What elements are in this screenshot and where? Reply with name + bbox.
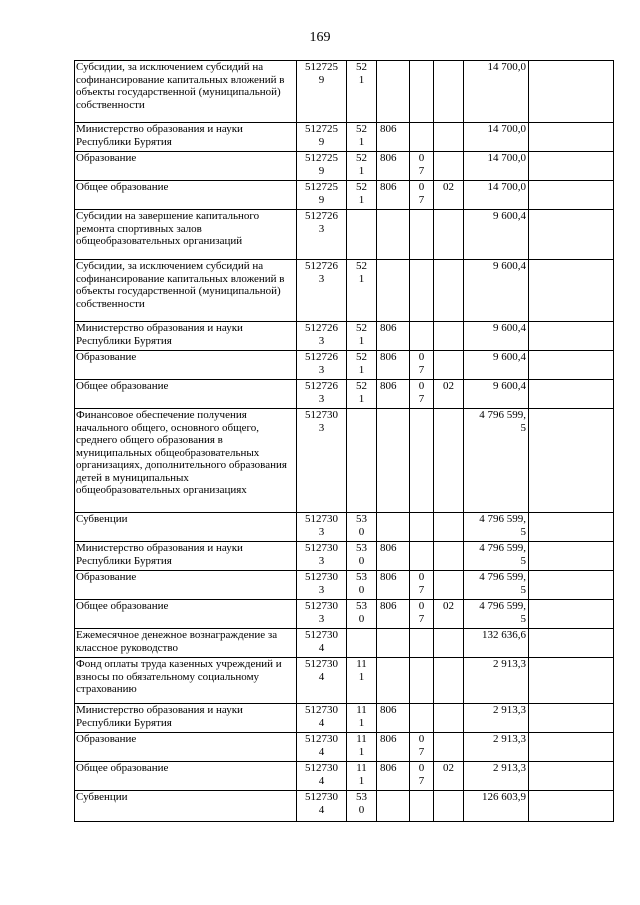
cell-subsection-code [434,152,464,181]
cell-expense-type-code: 11 1 [347,704,377,733]
cell-empty [529,542,614,571]
table-row [75,351,614,380]
cell-item-name: Общее образование [75,380,297,409]
cell-ministry-code [377,260,410,322]
cell-subsection-code [434,322,464,351]
cell-expense-type-code [347,210,377,260]
cell-target-article-code: 512730 4 [297,704,347,733]
cell-expense-type-code: 52 1 [347,351,377,380]
cell-ministry-code [377,409,410,513]
cell-ministry-code [377,791,410,822]
cell-amount: 4 796 599, 5 [464,542,529,571]
cell-empty [529,260,614,322]
cell-amount: 14 700,0 [464,152,529,181]
cell-ministry-code: 806 [377,542,410,571]
cell-target-article-code: 512725 9 [297,152,347,181]
cell-item-name: Общее образование [75,762,297,791]
cell-item-name: Министерство образования и науки Республики Бурятия [75,322,297,351]
cell-expense-type-code: 52 1 [347,152,377,181]
cell-target-article-code: 512726 3 [297,380,347,409]
table-row [75,322,614,351]
cell-ministry-code: 806 [377,762,410,791]
cell-ministry-code: 806 [377,380,410,409]
cell-expense-type-code: 11 1 [347,658,377,704]
table-row [75,542,614,571]
cell-section-code: 0 7 [410,600,434,629]
cell-ministry-code [377,210,410,260]
cell-subsection-code: 02 [434,762,464,791]
cell-empty [529,600,614,629]
cell-amount: 2 913,3 [464,733,529,762]
cell-subsection-code [434,61,464,123]
cell-amount: 9 600,4 [464,322,529,351]
cell-amount: 14 700,0 [464,123,529,152]
table-row [75,762,614,791]
cell-expense-type-code: 53 0 [347,600,377,629]
cell-ministry-code [377,61,410,123]
cell-expense-type-code: 52 1 [347,260,377,322]
cell-ministry-code: 806 [377,733,410,762]
cell-subsection-code: 02 [434,181,464,210]
cell-amount: 4 796 599, 5 [464,600,529,629]
table-row [75,571,614,600]
cell-empty [529,123,614,152]
cell-amount: 14 700,0 [464,61,529,123]
cell-section-code [410,791,434,822]
cell-ministry-code [377,658,410,704]
cell-amount: 2 913,3 [464,658,529,704]
cell-target-article-code: 512730 4 [297,762,347,791]
cell-target-article-code: 512725 9 [297,181,347,210]
cell-item-name: Образование [75,733,297,762]
table-row [75,181,614,210]
cell-ministry-code [377,629,410,658]
cell-target-article-code: 512730 4 [297,733,347,762]
cell-item-name: Министерство образования и науки Республики Бурятия [75,123,297,152]
table-row [75,260,614,322]
cell-subsection-code [434,210,464,260]
cell-target-article-code: 512726 3 [297,322,347,351]
cell-amount: 9 600,4 [464,351,529,380]
cell-section-code [410,409,434,513]
cell-ministry-code: 806 [377,152,410,181]
cell-amount: 4 796 599, 5 [464,571,529,600]
cell-empty [529,704,614,733]
cell-item-name: Общее образование [75,600,297,629]
cell-item-name: Финансовое обеспечение получения начального общего, основного общего, среднего общего образования в муниципальных общеобразовательных организациях, дополнительного образования детей в муниципальных общеобразовательных организациях [75,409,297,513]
cell-ministry-code: 806 [377,181,410,210]
cell-empty [529,658,614,704]
cell-expense-type-code: 11 1 [347,762,377,791]
cell-ministry-code: 806 [377,322,410,351]
cell-target-article-code: 512726 3 [297,351,347,380]
cell-empty [529,762,614,791]
table-row [75,791,614,822]
cell-subsection-code [434,409,464,513]
cell-amount: 4 796 599, 5 [464,409,529,513]
cell-empty [529,61,614,123]
cell-item-name: Субвенции [75,513,297,542]
cell-subsection-code [434,260,464,322]
cell-subsection-code [434,571,464,600]
cell-expense-type-code: 52 1 [347,380,377,409]
table-row [75,61,614,123]
page-number: 169 [309,30,331,45]
cell-target-article-code: 512726 3 [297,210,347,260]
cell-item-name: Образование [75,571,297,600]
cell-item-name: Министерство образования и науки Республики Бурятия [75,542,297,571]
cell-expense-type-code: 53 0 [347,571,377,600]
cell-section-code [410,123,434,152]
cell-target-article-code: 512730 3 [297,513,347,542]
cell-ministry-code: 806 [377,600,410,629]
cell-item-name: Субсидии, за исключением субсидий на софинансирование капитальных вложений в объекты государственной (муниципальной) собственности [75,61,297,123]
cell-section-code [410,542,434,571]
cell-expense-type-code: 52 1 [347,181,377,210]
cell-empty [529,733,614,762]
cell-subsection-code [434,123,464,152]
cell-target-article-code: 512725 9 [297,61,347,123]
cell-item-name: Фонд оплаты труда казенных учреждений и взносы по обязательному социальному страхованию [75,658,297,704]
cell-section-code: 0 7 [410,762,434,791]
cell-subsection-code [434,704,464,733]
cell-target-article-code: 512730 3 [297,600,347,629]
cell-empty [529,322,614,351]
cell-amount: 9 600,4 [464,210,529,260]
table-row [75,152,614,181]
cell-item-name: Образование [75,152,297,181]
cell-empty [529,152,614,181]
cell-section-code [410,260,434,322]
cell-item-name: Общее образование [75,181,297,210]
cell-expense-type-code [347,409,377,513]
cell-expense-type-code: 53 0 [347,791,377,822]
cell-amount: 132 636,6 [464,629,529,658]
cell-subsection-code [434,629,464,658]
cell-section-code: 0 7 [410,380,434,409]
cell-subsection-code: 02 [434,600,464,629]
cell-empty [529,351,614,380]
cell-item-name: Образование [75,351,297,380]
cell-section-code: 0 7 [410,152,434,181]
table-row [75,733,614,762]
cell-empty [529,409,614,513]
table-row [75,658,614,704]
cell-target-article-code: 512730 3 [297,542,347,571]
cell-target-article-code: 512730 3 [297,409,347,513]
cell-amount: 2 913,3 [464,762,529,791]
cell-section-code [410,513,434,542]
cell-amount: 4 796 599, 5 [464,513,529,542]
cell-expense-type-code [347,629,377,658]
cell-empty [529,181,614,210]
cell-section-code: 0 7 [410,571,434,600]
cell-expense-type-code: 53 0 [347,542,377,571]
cell-item-name: Субвенции [75,791,297,822]
cell-expense-type-code: 52 1 [347,123,377,152]
cell-subsection-code [434,513,464,542]
table-row [75,704,614,733]
table-row [75,123,614,152]
cell-amount: 2 913,3 [464,704,529,733]
cell-expense-type-code: 52 1 [347,61,377,123]
cell-section-code: 0 7 [410,351,434,380]
cell-target-article-code: 512730 4 [297,791,347,822]
cell-item-name: Министерство образования и науки Республики Бурятия [75,704,297,733]
budget-table [74,60,614,822]
cell-item-name: Субсидии, за исключением субсидий на софинансирование капитальных вложений в объекты государственной (муниципальной) собственности [75,260,297,322]
cell-expense-type-code: 52 1 [347,322,377,351]
cell-subsection-code [434,542,464,571]
cell-section-code [410,210,434,260]
cell-item-name: Ежемесячное денежное вознаграждение за классное руководство [75,629,297,658]
table-row [75,380,614,409]
cell-empty [529,629,614,658]
cell-section-code: 0 7 [410,181,434,210]
table-row [75,409,614,513]
cell-expense-type-code: 11 1 [347,733,377,762]
cell-empty [529,513,614,542]
cell-empty [529,210,614,260]
cell-amount: 9 600,4 [464,260,529,322]
cell-target-article-code: 512730 3 [297,571,347,600]
cell-subsection-code [434,791,464,822]
cell-ministry-code: 806 [377,571,410,600]
cell-section-code [410,704,434,733]
cell-target-article-code: 512726 3 [297,260,347,322]
cell-subsection-code: 02 [434,380,464,409]
cell-target-article-code: 512725 9 [297,123,347,152]
cell-subsection-code [434,351,464,380]
cell-expense-type-code: 53 0 [347,513,377,542]
budget-table-body [75,61,614,822]
cell-item-name: Субсидии на завершение капитального ремонта спортивных залов общеобразовательных организаций [75,210,297,260]
cell-section-code [410,61,434,123]
cell-empty [529,571,614,600]
cell-ministry-code: 806 [377,704,410,733]
table-row [75,600,614,629]
table-row [75,629,614,658]
cell-section-code [410,629,434,658]
table-row [75,513,614,542]
cell-amount: 14 700,0 [464,181,529,210]
cell-section-code [410,658,434,704]
cell-empty [529,791,614,822]
cell-amount: 9 600,4 [464,380,529,409]
cell-target-article-code: 512730 4 [297,629,347,658]
cell-subsection-code [434,658,464,704]
cell-subsection-code [434,733,464,762]
cell-section-code: 0 7 [410,733,434,762]
cell-section-code [410,322,434,351]
cell-empty [529,380,614,409]
cell-ministry-code: 806 [377,123,410,152]
cell-ministry-code: 806 [377,351,410,380]
table-row [75,210,614,260]
cell-target-article-code: 512730 4 [297,658,347,704]
cell-ministry-code [377,513,410,542]
cell-amount: 126 603,9 [464,791,529,822]
